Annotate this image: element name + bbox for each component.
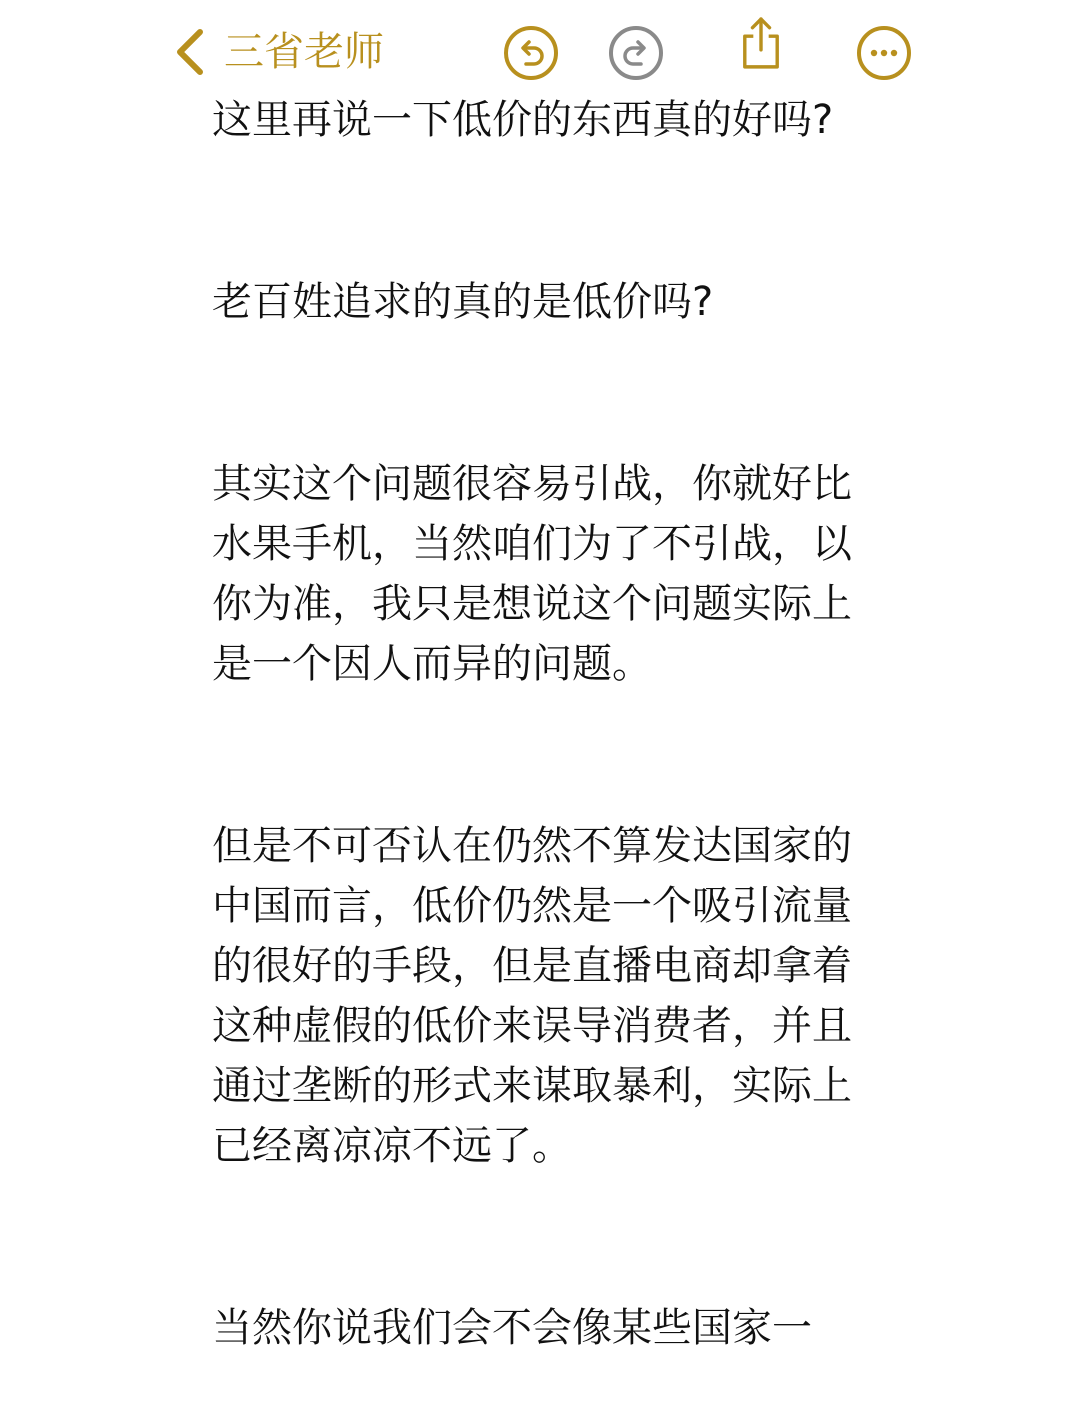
more-button[interactable] bbox=[855, 24, 913, 82]
undo-button[interactable] bbox=[502, 24, 560, 82]
more-icon bbox=[855, 24, 913, 82]
note-body[interactable] bbox=[212, 90, 872, 1358]
undo-icon bbox=[502, 24, 560, 82]
note-paragraph: 但是不可否认在仍然不算发达国家的中国而言，低价仍然是一个吸引流量的很好的手段，但是直播电商却拿着这种虚假的低价来误导消费者，并且通过垄断的形式来谋取暴利，实际上已经离凉凉不远了。 bbox=[212, 823, 852, 1169]
back-label: 三省老师 bbox=[224, 29, 384, 75]
chevron-left-icon bbox=[172, 26, 208, 78]
redo-icon bbox=[607, 24, 665, 82]
share-button[interactable] bbox=[732, 14, 790, 72]
note-paragraph: 老百姓追求的真的是低价吗? bbox=[212, 279, 714, 325]
redo-button[interactable] bbox=[607, 24, 665, 82]
back-button[interactable] bbox=[172, 22, 384, 82]
note-paragraph: 当然你说我们会不会像某些国家一 bbox=[212, 1305, 812, 1351]
note-paragraph: 其实这个问题很容易引战，你就好比水果手机，当然咱们为了不引战，以你为准，我只是想说这个问题实际上是一个因人而异的问题。 bbox=[212, 461, 852, 687]
navigation-bar bbox=[0, 0, 1070, 100]
share-icon bbox=[732, 14, 790, 72]
note-paragraph: 这里再说一下低价的东西真的好吗? bbox=[212, 97, 834, 143]
